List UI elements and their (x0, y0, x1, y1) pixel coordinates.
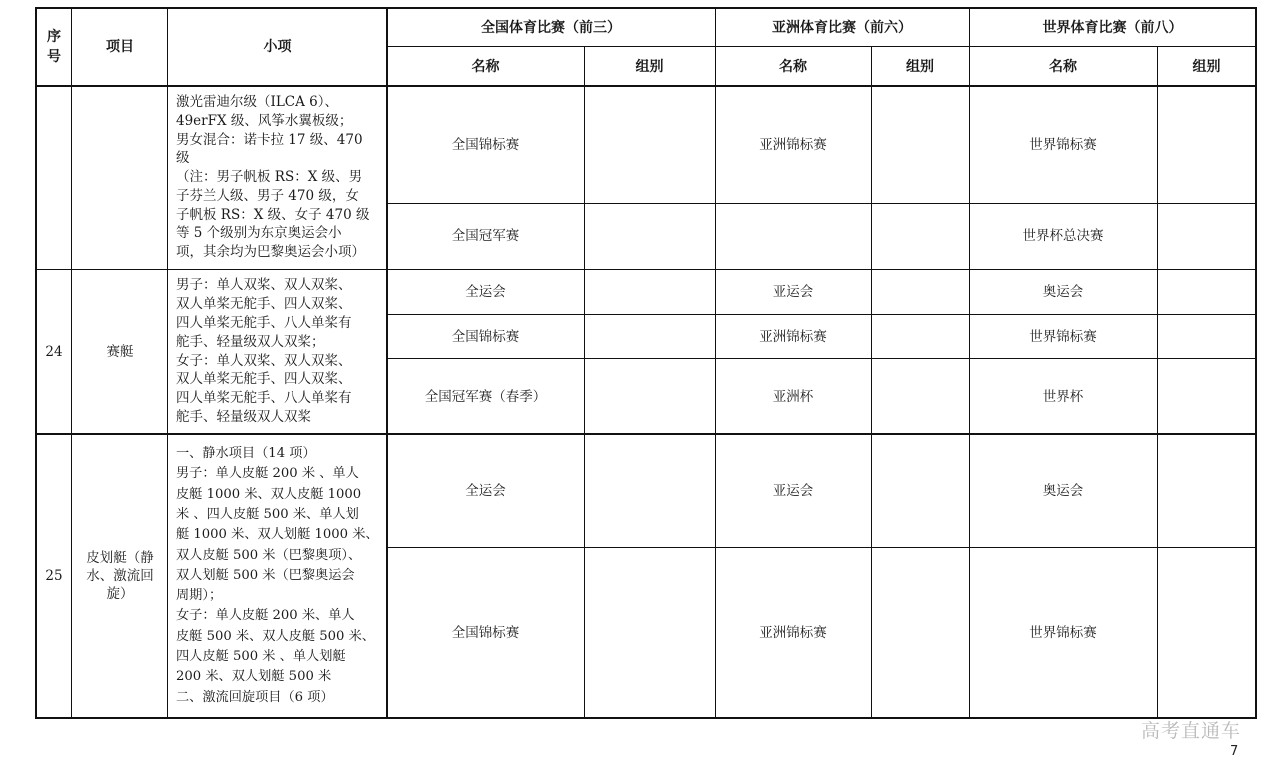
row24-item: 赛艇 (106, 343, 134, 360)
hline-header-mid (387, 46, 1257, 47)
vline-right (1255, 8, 1257, 719)
row25-ev2-world: 世界锦标赛 (1029, 624, 1097, 641)
header-subitem: 小项 (263, 39, 292, 55)
row24-seq: 24 (45, 343, 63, 360)
row24-ev3-asian: 亚洲杯 (772, 388, 814, 405)
header-item: 项目 (106, 39, 134, 55)
hline-top (35, 7, 1257, 9)
header-national: 全国体育比赛（前三） (481, 19, 621, 36)
watermark-text: 高考直通车 (1141, 720, 1242, 742)
header-asian-group: 组别 (906, 58, 934, 75)
row24-ev1-world: 奥运会 (1042, 284, 1084, 300)
row24-ev1-national: 全运会 (465, 284, 506, 300)
row25-ev1-asian: 亚运会 (772, 482, 814, 499)
row1-seq (36, 86, 72, 269)
row25-seq: 25 (45, 568, 63, 584)
vline-left (35, 8, 37, 719)
vline-world-mid (1157, 47, 1158, 719)
header-national-name: 名称 (471, 58, 500, 75)
header-world-name: 名称 (1049, 58, 1077, 75)
row24-ev1-asian: 亚运会 (772, 284, 814, 300)
header-national-group: 组别 (635, 58, 664, 75)
row1-subitem: 激光雷迪尔级（ILCA 6）、 49erFX 级、风筝水翼板级； 男女混合：诺卡拉 17 级、470 级 （注：男子帆板 RS：X 级、男 子芬兰人级、男子 470 级，女 子帆板 RS：X 级、女子 470 级 等 5 个级别为东京奥运会小 项，其余均为巴黎奥运会小项） (176, 93, 370, 261)
hline-bottom (35, 717, 1257, 719)
vline-asian-mid (871, 47, 872, 719)
row25-ev2-national: 全国锦标赛 (451, 624, 520, 641)
hline-r24-top (35, 269, 1257, 270)
vline-national-mid (584, 47, 585, 719)
vline-national (715, 8, 716, 719)
vline-asian (969, 8, 970, 719)
header-world-group: 组别 (1192, 58, 1221, 75)
hline-r24-a (387, 314, 1257, 315)
page-number: 7 (1230, 744, 1239, 759)
row25-ev1-national: 全运会 (465, 482, 506, 499)
row24-ev2-asian: 亚洲锦标赛 (759, 329, 827, 345)
row1-ev1-asian: 亚洲锦标赛 (759, 136, 827, 153)
hline-r25-mid (387, 547, 1257, 548)
row24-ev3-national: 全国冠军赛（春季） (424, 388, 547, 405)
row1-ev2-national: 全国冠军赛 (451, 228, 520, 244)
hline-r1-mid (387, 203, 1257, 204)
vline-subitem (386, 8, 388, 719)
row1-ev1-national: 全国锦标赛 (451, 136, 520, 153)
row1-item (72, 86, 168, 269)
row24-ev3-world: 世界杯 (1042, 388, 1084, 405)
row1-ev2-asian (715, 203, 871, 269)
header-seq: 序号 (47, 29, 61, 65)
vline-seq (71, 8, 72, 719)
hline-r25-top (35, 433, 1257, 435)
hline-header-bottom (35, 85, 1257, 87)
header-asian: 亚洲体育比赛（前六） (772, 19, 912, 36)
header-asian-name: 名称 (779, 58, 807, 75)
header-world: 世界体育比赛（前八） (1042, 19, 1183, 36)
row25-item: 皮划艇（静 水、激流回 旋） (86, 550, 154, 602)
vline-item (167, 8, 168, 719)
row25-ev2-asian: 亚洲锦标赛 (759, 624, 827, 641)
row25-subitem: 一、静水项目（14 项） 男子：单人皮艇 200 米 、单人 皮艇 1000 米、双人皮艇 1000 米 、四人皮艇 500 米、单人划 艇 1000 米、双人划艇 1000 米、 双人皮艇 500 米（巴黎奥项）、 双人划艇 500 米（巴黎奥运会 周期）； 女子：单人皮艇 200 米、单人 皮艇 500 米、双人皮艇 500 米、 四人皮艇 500 米 、单人划艇 200 米、双人划艇 500 米 二、激流回旋项目（6 项） (176, 446, 379, 705)
row1-ev2-world: 世界杯总决赛 (1022, 228, 1104, 244)
row24-ev2-world: 世界锦标赛 (1029, 329, 1097, 345)
row24-ev2-national: 全国锦标赛 (451, 329, 520, 345)
hline-r24-b (387, 358, 1257, 359)
row1-ev1-world: 世界锦标赛 (1029, 136, 1097, 153)
row24-subitem: 男子：单人双桨、双人双桨、 双人单桨无舵手、四人双桨、 四人单桨无舵手、八人单桨有 舵手、轻量级双人双桨； 女子：单人双桨、双人双桨、 双人单桨无舵手、四人双桨、 四人单桨无舵手、八人单桨有 舵手、轻量级双人双桨 (176, 277, 352, 425)
row25-ev1-world: 奥运会 (1042, 482, 1084, 499)
